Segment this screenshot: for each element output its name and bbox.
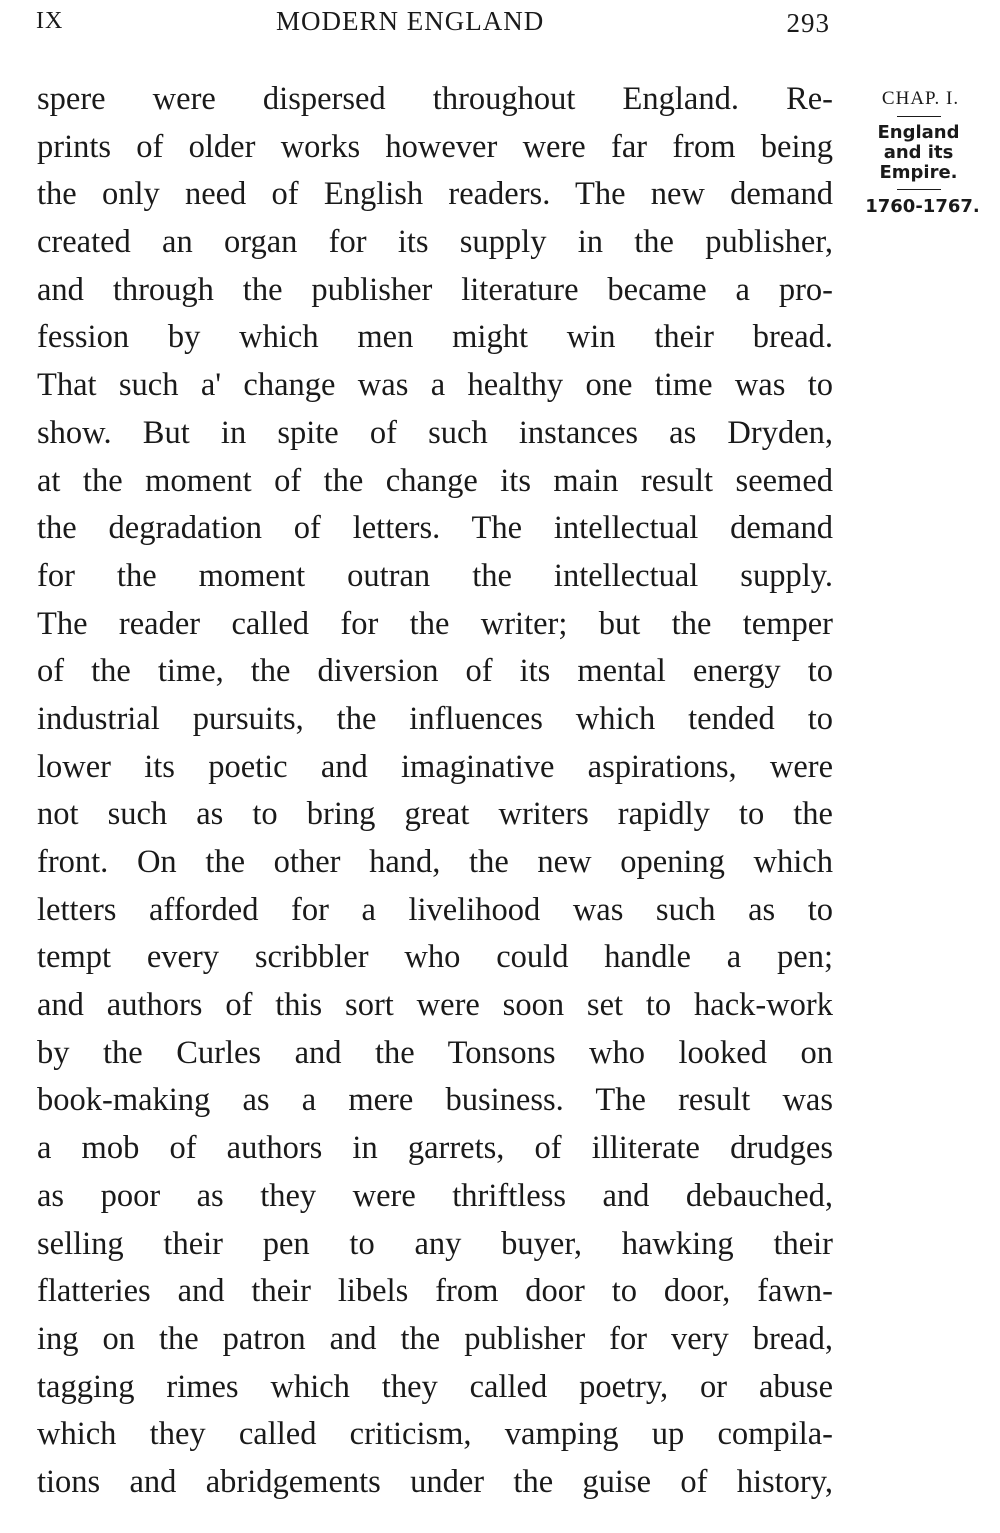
text-line: letters afforded for a livelihood was such as to xyxy=(37,891,833,928)
body-text xyxy=(37,76,833,1507)
text-line: show. But in spite of such instances as Dryden, xyxy=(37,414,833,451)
text-line: That such a' change was a healthy one time was to xyxy=(37,367,833,404)
text-line: lower its poetic and imaginative aspirations, were xyxy=(37,748,833,785)
margin-dates: 1760-1767. xyxy=(865,196,980,217)
margin-notes xyxy=(856,88,981,217)
text-line: flatteries and their libels from door to door, fawn- xyxy=(37,1273,833,1310)
margin-section-line: Empire. xyxy=(879,162,958,183)
margin-section-line: England xyxy=(877,122,960,143)
text-line: at the moment of the change its main result seemed xyxy=(37,462,833,499)
margin-chapter: CHAP. I. xyxy=(881,88,960,109)
text-line: tempt every scribbler who could handle a pen; xyxy=(37,939,833,976)
text-line: which they called criticism, vamping up compila- xyxy=(37,1416,833,1453)
text-line: spere were dispersed throughout England. Re- xyxy=(37,81,833,117)
page-number: 293 xyxy=(786,8,830,38)
text-line: the degradation of letters. The intellectual demand xyxy=(37,510,833,547)
text-line: for the moment outran the intellectual supply. xyxy=(37,557,833,594)
running-title: MODERN ENGLAND xyxy=(276,6,545,36)
text-line: prints of older works however were far from being xyxy=(37,128,833,165)
text-line: by the Curles and the Tonsons who looked on xyxy=(37,1034,833,1071)
running-head xyxy=(36,6,836,46)
text-line: selling their pen to any buyer, hawking their xyxy=(37,1225,833,1262)
text-line: the only need of English readers. The new demand xyxy=(37,176,833,213)
text-line: created an organ for its supply in the publisher, xyxy=(37,224,833,261)
text-line: as poor as they were thriftless and debauched, xyxy=(37,1177,833,1214)
text-line: of the time, the diversion of its mental energy to xyxy=(37,653,833,690)
text-line: tagging rimes which they called poetry, or abuse xyxy=(37,1368,833,1405)
text-line: industrial pursuits, the influences which tended to xyxy=(37,700,833,737)
text-line: and through the publisher literature became a pro- xyxy=(37,271,833,308)
text-line: front. On the other hand, the new opening which xyxy=(37,844,833,880)
text-line: fession by which men might win their bread. xyxy=(37,319,833,356)
margin-divider xyxy=(897,189,941,190)
text-line: book-making as a mere business. The result was xyxy=(37,1082,833,1119)
text-line: and authors of this sort were soon set to hack-work xyxy=(37,987,833,1024)
margin-divider xyxy=(897,116,941,117)
margin-section-line: and its xyxy=(883,142,954,163)
text-line: tions and abridgements under the guise of history, xyxy=(37,1463,833,1500)
text-line: ing on the patron and the publisher for very bread, xyxy=(37,1320,833,1357)
text-line: The reader called for the writer; but the temper xyxy=(37,605,833,642)
text-line: not such as to bring great writers rapidly to the xyxy=(37,796,833,833)
text-line: a mob of authors in garrets, of illiterate drudges xyxy=(37,1130,833,1167)
chapter-numeral: IX xyxy=(36,8,64,34)
